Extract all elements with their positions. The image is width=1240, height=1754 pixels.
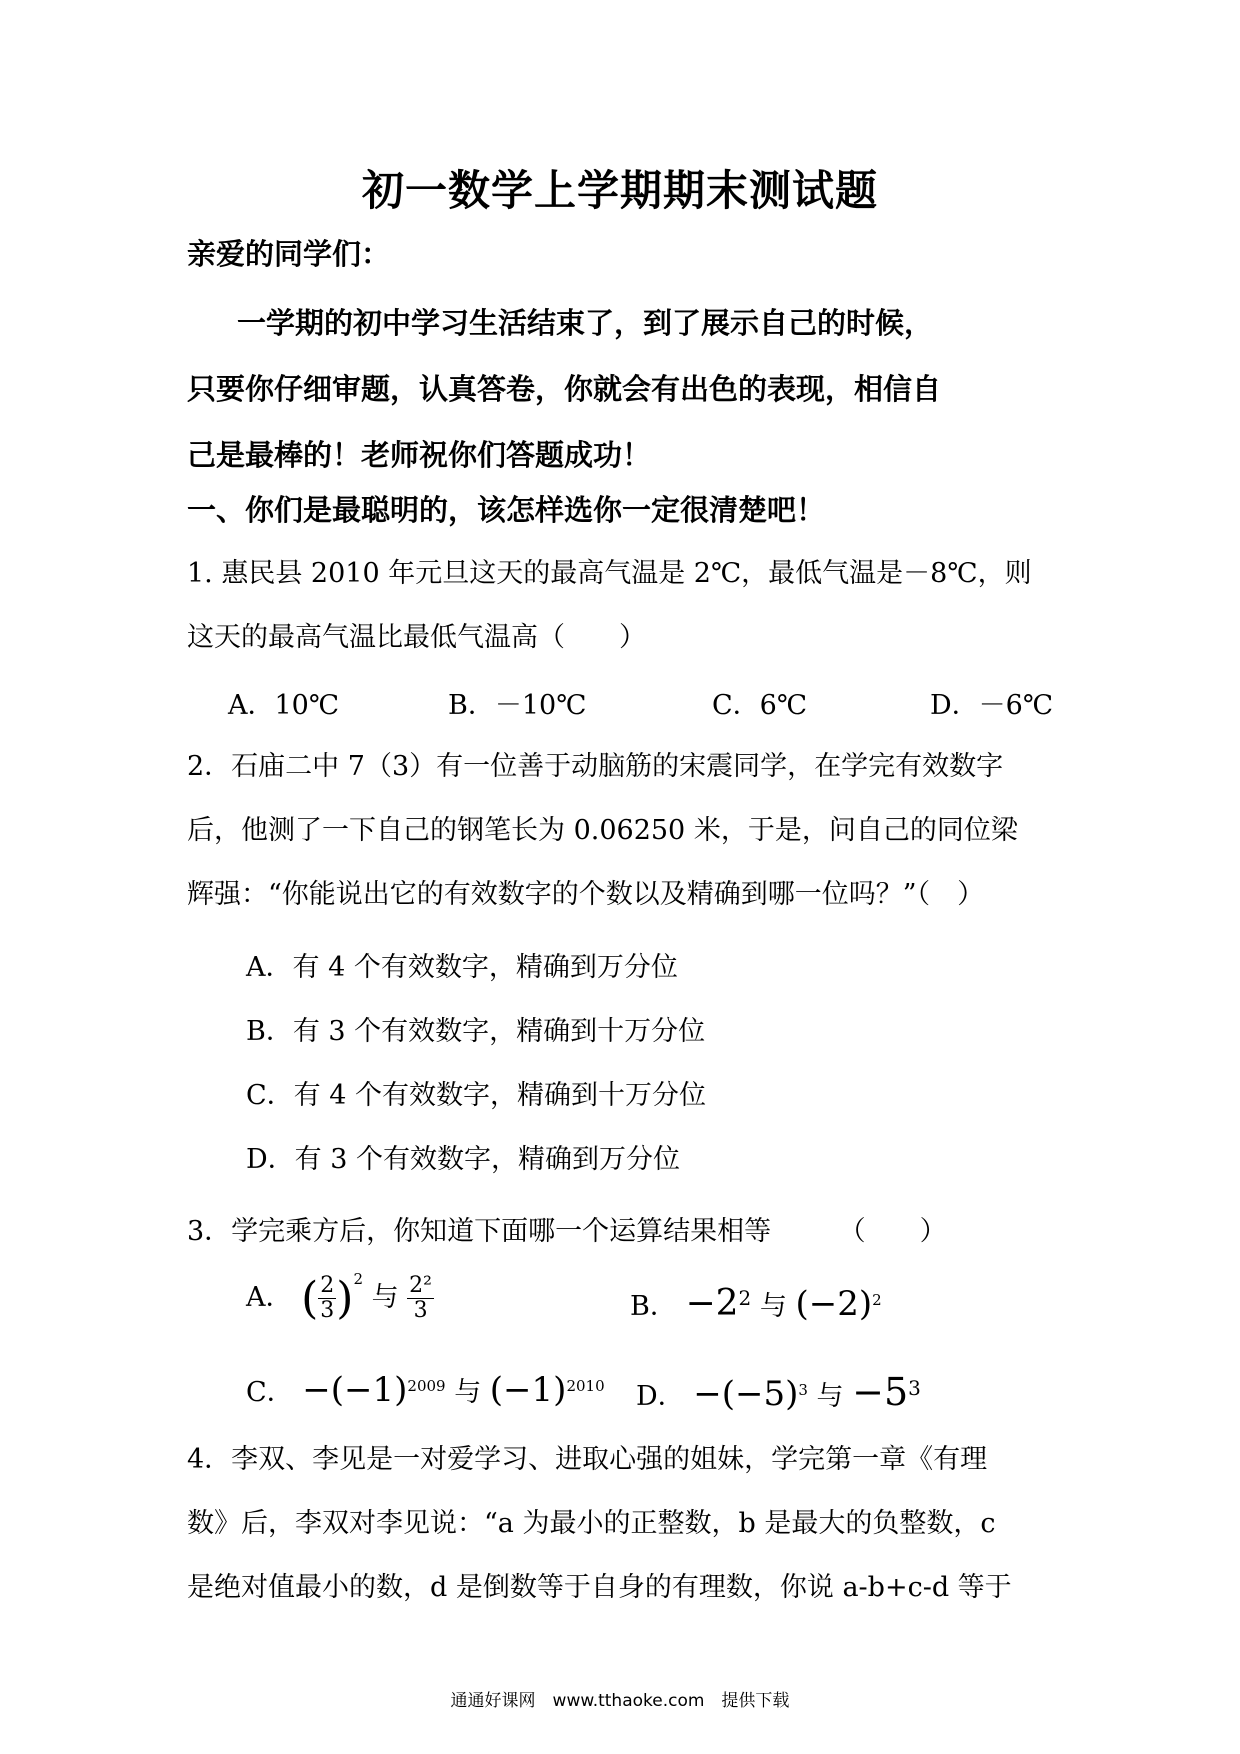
question-1 [187, 542, 1057, 670]
expr-2: (−1) [489, 1370, 567, 1410]
with-word: 与 [759, 1291, 787, 1322]
exponent: 3 [798, 1381, 808, 1399]
question-1-option-c: C．6℃ [712, 690, 808, 721]
question-1-option-d: D．－6℃ [930, 690, 1054, 721]
page-title: 初一数学上学期期末测试题 [361, 166, 878, 215]
question-1-option-b: B．－10℃ [448, 690, 587, 721]
question-3-option-d [636, 1370, 921, 1414]
exponent: 2 [738, 1286, 752, 1310]
question-2-option-d: D．有 3 个有效数字，精确到万分位 [246, 1144, 680, 1175]
question-1-line-2: 这天的最高气温比最低气温高（ ） [187, 622, 646, 653]
with-word: 与 [454, 1377, 482, 1408]
question-2-option-c: C．有 4 个有效数字，精确到十万分位 [246, 1080, 707, 1111]
option-b-label: B． [630, 1291, 677, 1322]
question-2-option-b: B．有 3 个有效数字，精确到十万分位 [246, 1016, 706, 1047]
intro-paragraph [187, 290, 1057, 488]
question-2-option-a: A．有 4 个有效数字，精确到万分位 [246, 952, 678, 983]
question-4-line-2: 数》后，李双对李见说：“a 为最小的正整数，b 是最大的负整数，c [187, 1508, 996, 1539]
with-word: 与 [371, 1282, 399, 1313]
intro-line-3: 己是最棒的！老师祝你们答题成功！ [187, 438, 652, 472]
exponent: 2009 [407, 1377, 446, 1395]
intro-line-2: 只要你仔细审题，认真答卷，你就会有出色的表现，相信自 [187, 372, 942, 406]
expr-1: −(−5) [693, 1374, 799, 1414]
intro-line-1: 一学期的初中学习生活结束了，到了展示自己的时候， [237, 306, 934, 340]
right-paren: ) [336, 1273, 354, 1324]
with-word: 与 [816, 1381, 844, 1412]
expr-1: −2 [685, 1283, 739, 1324]
exponent: 2 [353, 1270, 363, 1288]
question-4-line-3: 是绝对值最小的数，d 是倒数等于自身的有理数，你说 a-b+c-d 等于 [187, 1572, 1012, 1603]
question-1-option-a: A．10℃ [228, 690, 340, 721]
fraction-two-thirds: $\frac{2}{3}$ [320, 1273, 335, 1323]
question-4-line-1: 4．李双、李见是一对爱学习、进取心强的姐妹，学完第一章《有理 [187, 1444, 988, 1475]
fraction-four-thirds: $\frac{\text{2²}}{3}$ [409, 1273, 432, 1323]
left-paren: ( [301, 1273, 319, 1324]
option-c-label: C． [246, 1377, 294, 1408]
question-2 [187, 735, 1057, 927]
question-2-line-3: 辉强：“你能说出它的有效数字的个数以及精确到哪一位吗？”（ ） [187, 879, 985, 910]
exponent: 2010 [566, 1377, 605, 1395]
exponent: 3 [908, 1376, 921, 1400]
expr-2: (−2) [795, 1284, 873, 1324]
expr-1: −(−1) [302, 1370, 408, 1410]
footer-source: 通通好课网 www.tthaoke.com 提供下载 [450, 1691, 790, 1711]
option-a-label: A． [246, 1282, 293, 1313]
question-4 [187, 1428, 1057, 1620]
question-3-line-1: 3．学完乘方后，你知道下面哪一个运算结果相等 （ ） [187, 1216, 947, 1247]
expr-2: −5 [852, 1370, 909, 1414]
option-d-label: D． [636, 1381, 685, 1412]
question-3-option-c [246, 1370, 605, 1410]
exponent: 2 [872, 1291, 882, 1309]
question-1-line-1: 1. 惠民县 2010 年元旦这天的最高气温是 2℃，最低气温是－8℃，则 [187, 558, 1032, 589]
question-3-option-b [630, 1283, 882, 1324]
question-3-option-a [246, 1270, 434, 1324]
question-3 [187, 1200, 1057, 1264]
greeting: 亲爱的同学们： [187, 237, 391, 271]
question-2-line-2: 后，他测了一下自己的钢笔长为 0.06250 米，于是，问自己的同位梁 [187, 815, 1018, 846]
question-2-line-1: 2．石庙二中 7（3）有一位善于动脑筋的宋震同学，在学完有效数字 [187, 751, 1004, 782]
section-heading: 一、你们是最聪明的，该怎样选你一定很清楚吧！ [187, 493, 826, 527]
